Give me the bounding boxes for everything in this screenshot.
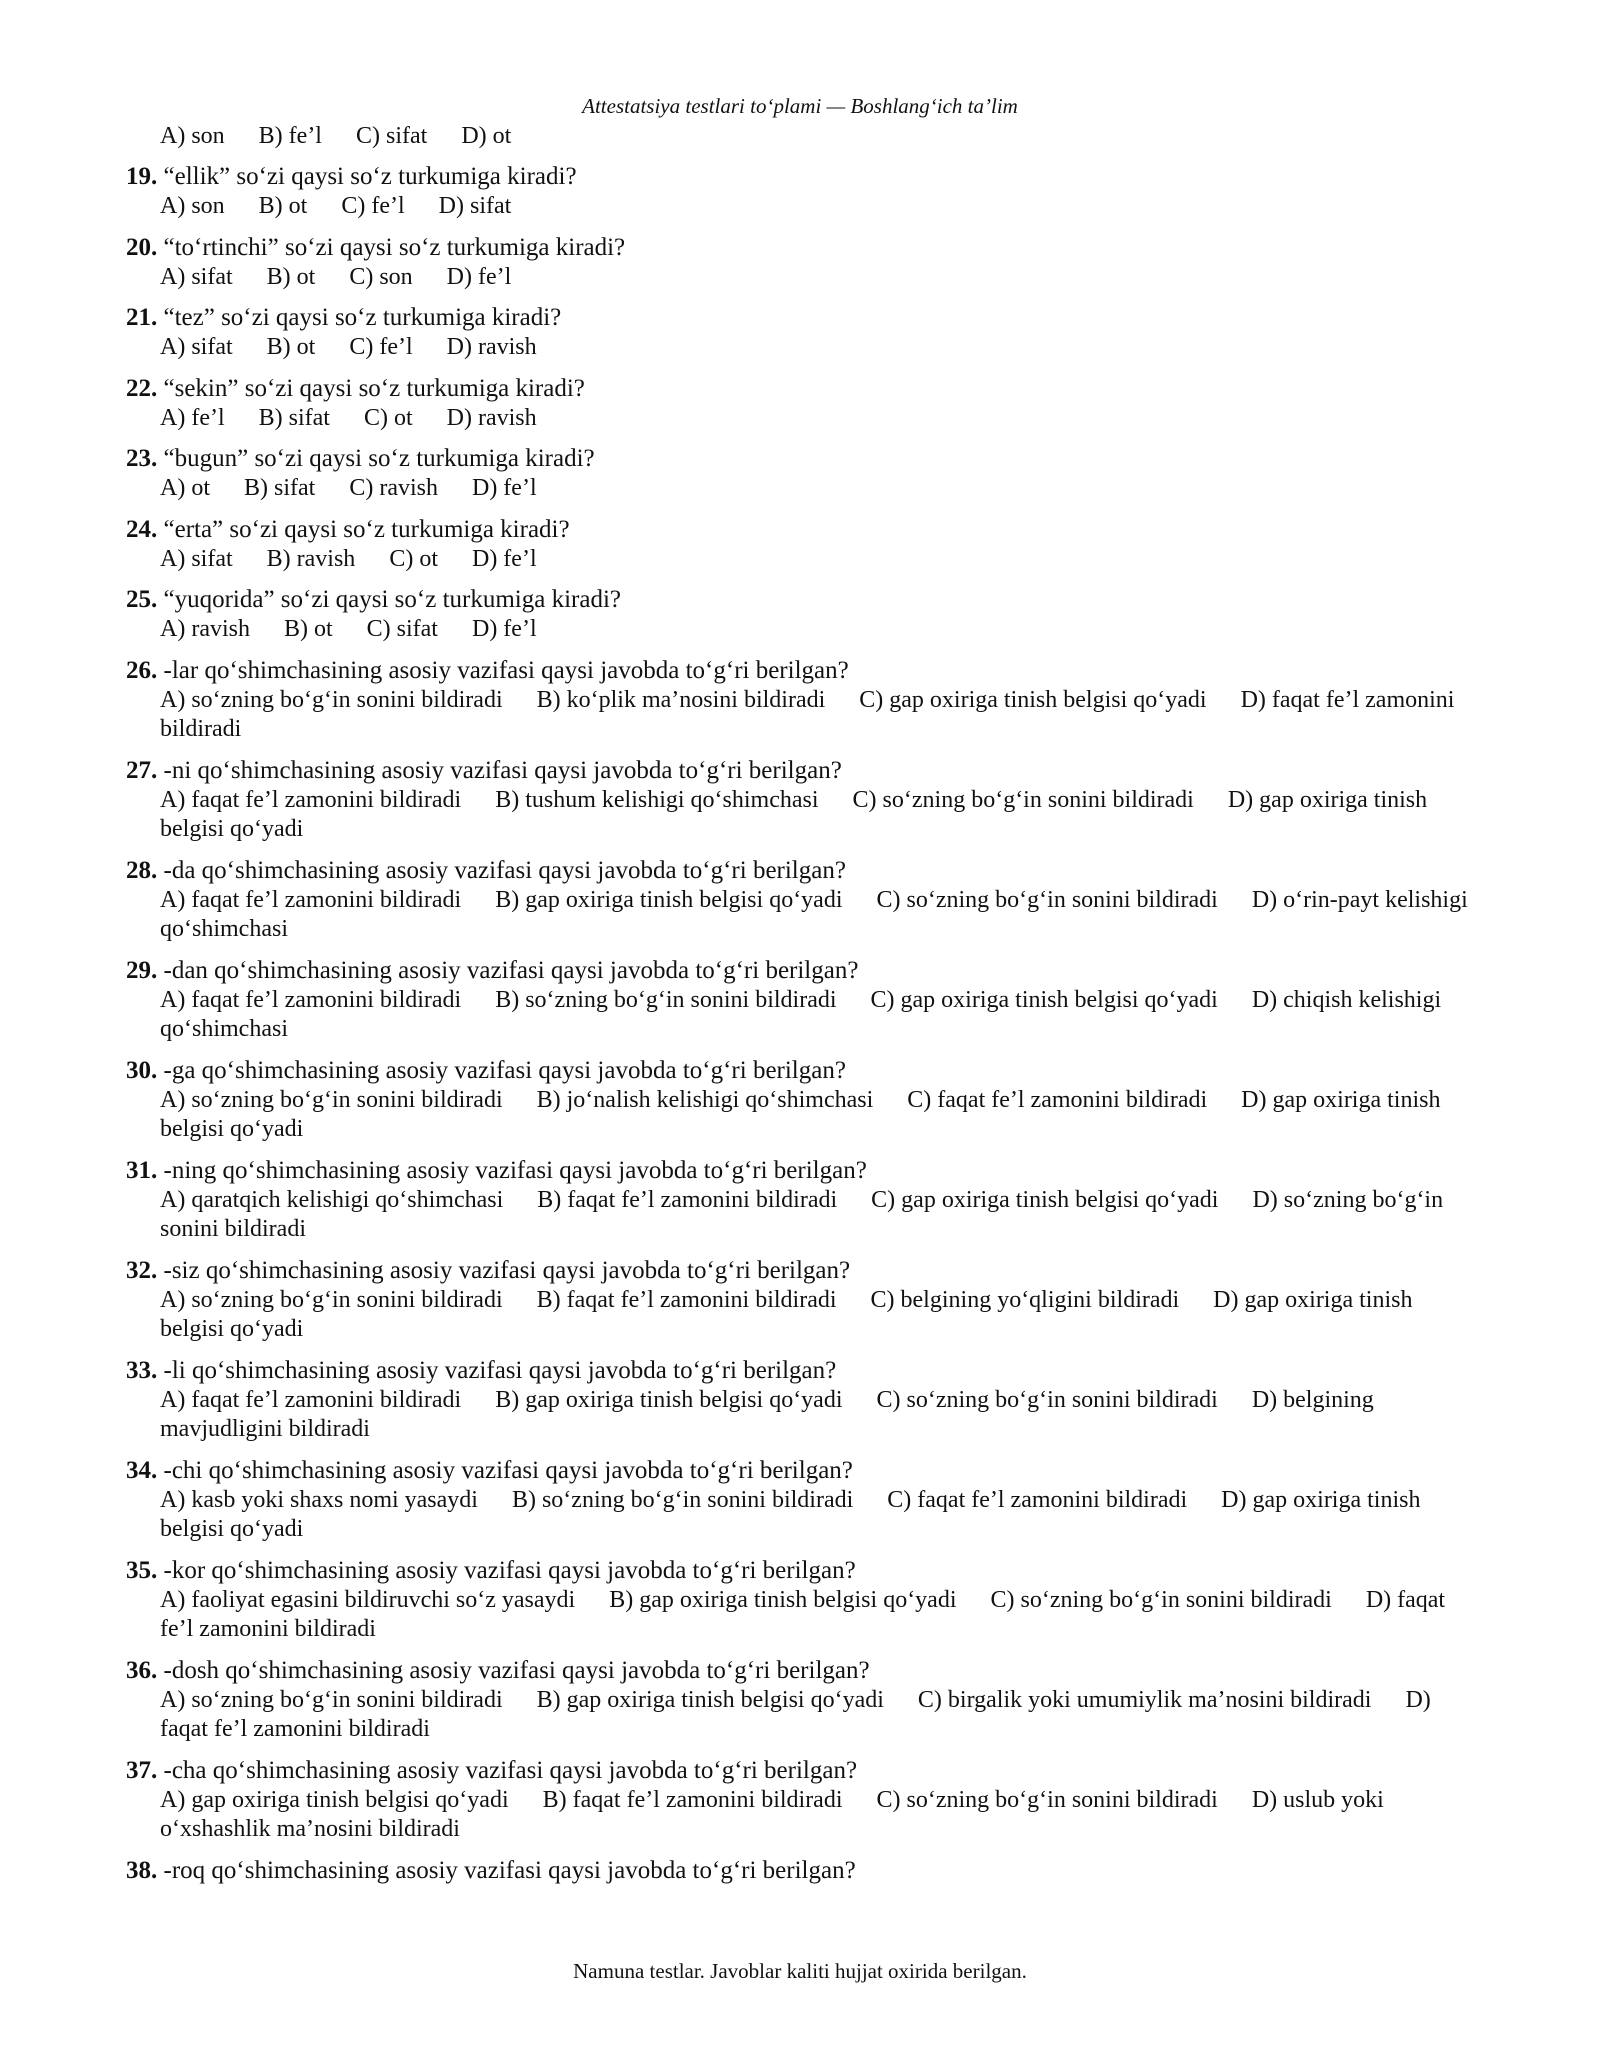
answer-option: C) ravish	[349, 475, 438, 501]
question-item	[126, 1356, 1471, 1445]
question-number: 33.	[126, 1356, 158, 1384]
answer-option: A) gap oxiriga tinish belgisi qo‘yadi	[160, 1786, 509, 1813]
question-item	[126, 303, 1471, 363]
page-header: Attestatsiya testlari to‘plami — Boshlang‘ich ta’lim	[582, 94, 1018, 118]
answer-option: A) son	[160, 193, 225, 219]
question-line	[126, 1056, 1471, 1086]
question-line	[126, 756, 1471, 786]
answer-option: B) faqat fe’l zamonini bildiradi	[536, 1286, 837, 1313]
answer-option: A) son	[160, 123, 225, 149]
answer-option: C) birgalik yoki umumiylik ma’nosini bildiradi	[917, 1686, 1372, 1713]
answer-options	[160, 1186, 1471, 1245]
question-item	[126, 515, 1471, 575]
question-item	[126, 656, 1471, 745]
question-item	[126, 585, 1471, 645]
question-item	[126, 856, 1471, 945]
answer-option: C) fe’l	[349, 334, 413, 360]
question-line	[126, 515, 1471, 545]
answer-option: A) faqat fe’l zamonini bildiradi	[160, 886, 462, 913]
answer-option: B) faqat fe’l zamonini bildiradi	[537, 1186, 838, 1213]
answer-option: A) kasb yoki shaxs nomi yasaydi	[160, 1486, 478, 1513]
answer-option: B) ot	[258, 193, 308, 219]
question-text: -dan qo‘shimchasining asosiy vazifasi qaysi javobda to‘g‘ri berilgan?	[163, 956, 859, 984]
answer-options	[160, 1286, 1471, 1345]
answer-option: C) fe’l	[341, 193, 405, 219]
answer-option: B) gap oxiriga tinish belgisi qo‘yadi	[609, 1586, 957, 1613]
question-text: -ni qo‘shimchasining asosiy vazifasi qaysi javobda to‘g‘ri berilgan?	[163, 756, 842, 784]
answer-options	[160, 986, 1471, 1045]
answer-option: B) gap oxiriga tinish belgisi qo‘yadi	[536, 1686, 884, 1713]
answer-option: B) so‘zning bo‘g‘in sonini bildiradi	[511, 1486, 854, 1513]
question-item	[126, 1556, 1471, 1645]
answer-option: A) so‘zning bo‘g‘in sonini bildiradi	[160, 1686, 503, 1713]
answer-option: D) fe’l	[471, 616, 537, 642]
questions-container	[126, 162, 1471, 1886]
answer-option: A) faqat fe’l zamonini bildiradi	[160, 786, 462, 813]
question-text: -cha qo‘shimchasining asosiy vazifasi qaysi javobda to‘g‘ri berilgan?	[163, 1756, 858, 1784]
answer-option: D) so‘zning bo‘g‘in sonini bildiradi	[160, 1186, 1444, 1242]
answer-options	[160, 615, 1471, 645]
question-line	[126, 1556, 1471, 1586]
question-line	[126, 1656, 1471, 1686]
question-number: 31.	[126, 1156, 158, 1184]
question-item	[126, 1756, 1471, 1845]
answer-option: A) qaratqich kelishigi qo‘shimchasi	[160, 1186, 504, 1213]
answer-option: C) gap oxiriga tinish belgisi qo‘yadi	[871, 1186, 1219, 1213]
answer-option: B) sifat	[258, 404, 330, 431]
answer-option: C) son	[349, 263, 413, 290]
answer-options	[160, 1686, 1471, 1745]
question-number: 21.	[126, 304, 158, 331]
answer-option: A) faqat fe’l zamonini bildiradi	[160, 986, 462, 1013]
question-line	[126, 1256, 1471, 1286]
answer-option: B) ot	[266, 263, 316, 290]
answer-option: C) ot	[363, 404, 413, 431]
answer-option: C) so‘zning bo‘g‘in sonini bildiradi	[876, 1386, 1218, 1413]
question-item	[126, 444, 1471, 504]
answer-option: B) sifat	[244, 475, 316, 501]
question-line	[126, 374, 1471, 404]
question-item	[126, 956, 1471, 1045]
answer-option: C) faqat fe’l zamonini bildiradi	[887, 1486, 1188, 1513]
answer-option: C) gap oxiriga tinish belgisi qo‘yadi	[870, 986, 1218, 1013]
question-item	[126, 756, 1471, 845]
question-text: -lar qo‘shimchasining asosiy vazifasi qaysi javobda to‘g‘ri berilgan?	[163, 656, 849, 684]
answer-option: D) fe’l	[471, 545, 537, 572]
answer-option: D) uslub yoki o‘xshashlik ma’nosini bildiradi	[160, 1786, 1384, 1842]
answer-option: A) sifat	[160, 263, 233, 290]
question-text: -dosh qo‘shimchasining asosiy vazifasi qaysi javobda to‘g‘ri berilgan?	[163, 1656, 870, 1684]
answer-option: A) ravish	[160, 616, 250, 642]
question-text: “tez” so‘zi qaysi so‘z turkumiga kiradi?	[163, 304, 562, 331]
answer-option: A) faoliyat egasini bildiruvchi so‘z yasaydi	[160, 1586, 576, 1613]
answer-option: D) ravish	[446, 404, 537, 431]
answer-option: C) so‘zning bo‘g‘in sonini bildiradi	[852, 786, 1194, 813]
answer-option: C) so‘zning bo‘g‘in sonini bildiradi	[876, 1786, 1218, 1813]
answer-option: D) sifat	[438, 193, 512, 219]
answer-option: B) ko‘plik ma’nosini bildiradi	[536, 686, 826, 713]
answer-options-continued	[160, 122, 1471, 151]
question-text: -li qo‘shimchasining asosiy vazifasi qaysi javobda to‘g‘ri berilgan?	[163, 1356, 837, 1384]
question-line	[126, 956, 1471, 986]
question-text: -chi qo‘shimchasining asosiy vazifasi qaysi javobda to‘g‘ri berilgan?	[163, 1456, 853, 1484]
question-number: 36.	[126, 1656, 158, 1684]
question-line	[126, 1856, 1471, 1886]
question-number: 37.	[126, 1756, 158, 1784]
page-footer: Namuna testlar. Javoblar kaliti hujjat oxirida berilgan.	[573, 1959, 1027, 1983]
question-line	[126, 856, 1471, 886]
question-number: 27.	[126, 756, 158, 784]
answer-options	[160, 1386, 1471, 1445]
question-item	[126, 1256, 1471, 1345]
question-text: “erta” so‘zi qaysi so‘z turkumiga kiradi?	[163, 515, 570, 543]
answer-options	[160, 1086, 1471, 1145]
answer-option: A) so‘zning bo‘g‘in sonini bildiradi	[160, 686, 503, 713]
question-line	[126, 303, 1471, 333]
answer-option: A) so‘zning bo‘g‘in sonini bildiradi	[160, 1086, 503, 1113]
question-number: 32.	[126, 1256, 158, 1284]
answer-option: D) gap oxiriga tinish belgisi qo‘yadi	[160, 1486, 1421, 1542]
answer-option: C) sifat	[355, 123, 428, 149]
question-number: 34.	[126, 1456, 158, 1484]
question-text: “ellik” so‘zi qaysi so‘z turkumiga kiradi?	[163, 163, 577, 190]
answer-option: A) sifat	[160, 545, 233, 572]
answer-options	[160, 886, 1471, 945]
question-number: 35.	[126, 1556, 158, 1584]
question-number: 23.	[126, 445, 158, 472]
answer-option: A) fe’l	[160, 404, 225, 431]
answer-option: C) ot	[389, 545, 438, 572]
answer-option: D) belgining mavjudligini bildiradi	[160, 1386, 1374, 1442]
question-line	[126, 585, 1471, 615]
answer-option: A) so‘zning bo‘g‘in sonini bildiradi	[160, 1286, 503, 1313]
answer-option: B) gap oxiriga tinish belgisi qo‘yadi	[495, 886, 843, 913]
question-text: -siz qo‘shimchasining asosiy vazifasi qaysi javobda to‘g‘ri berilgan?	[163, 1256, 851, 1284]
question-item	[126, 374, 1471, 434]
answer-option: D) ravish	[446, 334, 537, 360]
question-number: 20.	[126, 233, 158, 261]
question-line	[126, 444, 1471, 474]
question-line	[126, 233, 1471, 263]
answer-option: C) faqat fe’l zamonini bildiradi	[907, 1086, 1208, 1113]
answer-option: D) faqat fe’l zamonini bildiradi	[160, 1686, 1431, 1742]
answer-option: B) so‘zning bo‘g‘in sonini bildiradi	[495, 986, 837, 1013]
answer-options	[160, 545, 1471, 575]
answer-options	[160, 1486, 1471, 1545]
question-number: 24.	[126, 515, 158, 543]
answer-options	[160, 786, 1471, 845]
answer-option: D) gap oxiriga tinish belgisi qo‘yadi	[160, 1286, 1413, 1342]
answer-option: C) so‘zning bo‘g‘in sonini bildiradi	[990, 1586, 1332, 1613]
answer-option: D) o‘rin-payt kelishigi qo‘shimchasi	[160, 886, 1468, 942]
question-number: 28.	[126, 856, 158, 884]
answer-options	[160, 333, 1471, 363]
question-text: “sekin” so‘zi qaysi so‘z turkumiga kiradi?	[163, 374, 585, 402]
question-number: 19.	[126, 163, 158, 190]
question-item	[126, 1456, 1471, 1545]
question-line	[126, 162, 1471, 192]
question-text: -kor qo‘shimchasining asosiy vazifasi qaysi javobda to‘g‘ri berilgan?	[163, 1556, 856, 1584]
question-line	[126, 1156, 1471, 1186]
question-item	[126, 233, 1471, 293]
question-text: -roq qo‘shimchasining asosiy vazifasi qaysi javobda to‘g‘ri berilgan?	[163, 1856, 856, 1884]
question-line	[126, 1356, 1471, 1386]
question-number: 29.	[126, 956, 158, 984]
question-text: “to‘rtinchi” so‘zi qaysi so‘z turkumiga kiradi?	[163, 233, 626, 261]
answer-option: D) fe’l	[471, 475, 537, 501]
question-line	[126, 656, 1471, 686]
answer-option: B) jo‘nalish kelishigi qo‘shimchasi	[536, 1086, 874, 1113]
question-text: -da qo‘shimchasining asosiy vazifasi qaysi javobda to‘g‘ri berilgan?	[163, 856, 846, 884]
answer-options	[160, 404, 1471, 434]
answer-options	[160, 1786, 1471, 1845]
question-text: “yuqorida” so‘zi qaysi so‘z turkumiga kiradi?	[163, 586, 621, 613]
question-text: -ga qo‘shimchasining asosiy vazifasi qaysi javobda to‘g‘ri berilgan?	[163, 1056, 846, 1084]
answer-option: A) faqat fe’l zamonini bildiradi	[160, 1386, 462, 1413]
answer-option: A) sifat	[160, 334, 233, 360]
question-number: 25.	[126, 586, 158, 613]
answer-option: B) gap oxiriga tinish belgisi qo‘yadi	[495, 1386, 843, 1413]
answer-option: D) gap oxiriga tinish belgisi qo‘yadi	[160, 1086, 1441, 1142]
answer-option: D) gap oxiriga tinish belgisi qo‘yadi	[160, 786, 1428, 842]
answer-options	[160, 263, 1471, 293]
question-number: 26.	[126, 656, 158, 684]
question-line	[126, 1756, 1471, 1786]
question-text: “bugun” so‘zi qaysi so‘z turkumiga kiradi?	[163, 445, 595, 472]
answer-option: D) fe’l	[446, 263, 512, 290]
answer-option: B) fe’l	[258, 123, 322, 149]
answer-option: C) gap oxiriga tinish belgisi qo‘yadi	[859, 686, 1207, 713]
answer-option: B) ot	[283, 616, 333, 642]
question-text: -ning qo‘shimchasining asosiy vazifasi qaysi javobda to‘g‘ri berilgan?	[163, 1156, 867, 1184]
question-item	[126, 1656, 1471, 1745]
question-item	[126, 1856, 1471, 1886]
answer-options	[160, 1586, 1471, 1645]
answer-option: C) sifat	[366, 616, 438, 642]
question-item	[126, 1156, 1471, 1245]
answer-option: B) ot	[266, 334, 316, 360]
answer-option: D) faqat fe’l zamonini bildiradi	[160, 686, 1455, 742]
question-number: 30.	[126, 1056, 158, 1084]
question-line	[126, 1456, 1471, 1486]
answer-option: B) ravish	[266, 545, 356, 572]
answer-option: A) ot	[160, 475, 210, 501]
answer-option: C) so‘zning bo‘g‘in sonini bildiradi	[876, 886, 1218, 913]
answer-option: D) faqat fe’l zamonini bildiradi	[160, 1586, 1446, 1642]
answer-option: B) faqat fe’l zamonini bildiradi	[542, 1786, 843, 1813]
answer-option: D) ot	[461, 123, 512, 149]
answer-options	[160, 686, 1471, 745]
question-number: 22.	[126, 374, 158, 402]
answer-option: B) tushum kelishigi qo‘shimchasi	[495, 786, 819, 813]
question-number: 38.	[126, 1856, 158, 1884]
answer-options	[160, 474, 1471, 504]
question-item	[126, 162, 1471, 222]
question-item	[126, 1056, 1471, 1145]
answer-option: D) chiqish kelishigi qo‘shimchasi	[160, 986, 1442, 1042]
question-list	[126, 122, 1471, 1897]
answer-option: C) belgining yo‘qligini bildiradi	[870, 1286, 1180, 1313]
answer-options	[160, 192, 1471, 222]
